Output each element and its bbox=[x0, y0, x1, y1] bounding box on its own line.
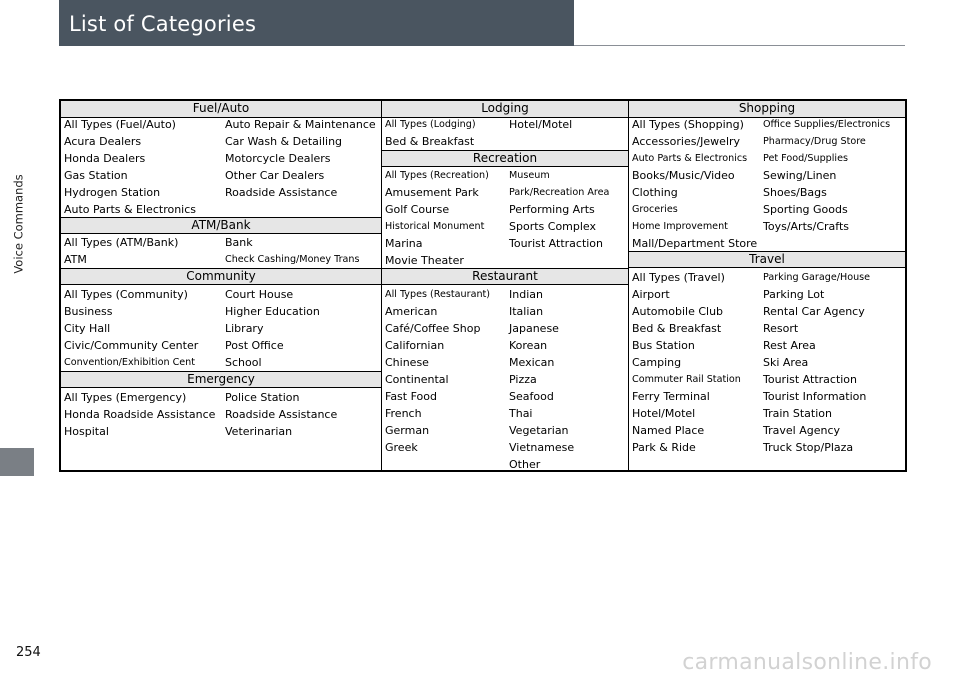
category-item: All Types (Emergency) bbox=[64, 391, 187, 404]
category-item: Check Cashing/Money Trans bbox=[225, 254, 360, 265]
category-item: Civic/Community Center bbox=[64, 339, 199, 352]
category-item: Hotel/Motel bbox=[632, 407, 696, 420]
category-item: ATM bbox=[64, 253, 87, 266]
category-item: All Types (ATM/Bank) bbox=[64, 236, 179, 249]
category-item: Sporting Goods bbox=[763, 203, 848, 216]
page-title: List of Categories bbox=[69, 12, 257, 36]
category-item: Sewing/Linen bbox=[763, 169, 837, 182]
category-item: Train Station bbox=[763, 407, 832, 420]
section-header-lodging: Lodging bbox=[382, 101, 628, 118]
category-item: Vegetarian bbox=[509, 424, 569, 437]
section-header-recreation: Recreation bbox=[382, 150, 628, 167]
watermark: carmanualsonline.info bbox=[682, 650, 932, 675]
category-item: Amusement Park bbox=[385, 186, 479, 199]
category-item: Shoes/Bags bbox=[763, 186, 827, 199]
category-item: Performing Arts bbox=[509, 203, 595, 216]
category-item: Seafood bbox=[509, 390, 554, 403]
category-item: Clothing bbox=[632, 186, 678, 199]
title-bar bbox=[59, 0, 574, 46]
category-item: Accessories/Jewelry bbox=[632, 135, 741, 148]
category-item: Police Station bbox=[225, 391, 300, 404]
category-item: Ski Area bbox=[763, 356, 809, 369]
category-item: Continental bbox=[385, 373, 449, 386]
category-item: Hotel/Motel bbox=[509, 118, 573, 131]
category-item: Camping bbox=[632, 356, 682, 369]
category-item: Roadside Assistance bbox=[225, 186, 338, 199]
category-item: Korean bbox=[509, 339, 548, 352]
section-header-emergency: Emergency bbox=[61, 371, 381, 388]
category-item: Roadside Assistance bbox=[225, 408, 338, 421]
category-item: Veterinarian bbox=[225, 425, 293, 438]
category-item: Fast Food bbox=[385, 390, 437, 403]
category-item: Chinese bbox=[385, 356, 429, 369]
category-item: School bbox=[225, 356, 262, 369]
category-item: American bbox=[385, 305, 438, 318]
category-item: Automobile Club bbox=[632, 305, 724, 318]
category-item: All Types (Shopping) bbox=[632, 118, 744, 131]
category-item: Motorcycle Dealers bbox=[225, 152, 331, 165]
category-item: Pizza bbox=[509, 373, 537, 386]
category-item: Convention/Exhibition Cent bbox=[64, 357, 196, 368]
category-item: Parking Garage/House bbox=[763, 272, 871, 283]
category-item: Hospital bbox=[64, 425, 109, 438]
category-item: Ferry Terminal bbox=[632, 390, 710, 403]
category-item: Italian bbox=[509, 305, 544, 318]
category-item: All Types (Recreation) bbox=[385, 170, 489, 181]
category-item: Hydrogen Station bbox=[64, 186, 161, 199]
category-item: Bank bbox=[225, 236, 253, 249]
category-item: All Types (Fuel/Auto) bbox=[64, 118, 176, 131]
category-item: Movie Theater bbox=[385, 254, 464, 267]
category-item: Greek bbox=[385, 441, 418, 454]
category-item: Truck Stop/Plaza bbox=[763, 441, 854, 454]
category-item: French bbox=[385, 407, 422, 420]
category-item: Japanese bbox=[509, 322, 559, 335]
page-number: 254 bbox=[16, 645, 41, 660]
category-item: Gas Station bbox=[64, 169, 128, 182]
category-item: Library bbox=[225, 322, 264, 335]
section-header-community: Community bbox=[61, 268, 381, 285]
category-item: German bbox=[385, 424, 430, 437]
category-item: Auto Repair & Maintenance bbox=[225, 118, 376, 131]
category-item: Indian bbox=[509, 288, 543, 301]
category-item: Museum bbox=[509, 170, 550, 181]
category-item: Airport bbox=[632, 288, 670, 301]
category-item: Post Office bbox=[225, 339, 284, 352]
category-item: Auto Parts & Electronics bbox=[64, 203, 197, 216]
category-item: Vietnamese bbox=[509, 441, 575, 454]
category-item: Groceries bbox=[632, 204, 678, 215]
category-item: Parking Lot bbox=[763, 288, 825, 301]
category-item: Bed & Breakfast bbox=[385, 135, 475, 148]
category-item: Other bbox=[509, 458, 541, 471]
category-item: Sports Complex bbox=[509, 220, 597, 233]
category-item: Travel Agency bbox=[763, 424, 840, 437]
category-item: Honda Dealers bbox=[64, 152, 146, 165]
category-item: Toys/Arts/Crafts bbox=[763, 220, 849, 233]
side-section-label bbox=[12, 0, 26, 448]
category-item: Commuter Rail Station bbox=[632, 374, 741, 385]
category-item: Resort bbox=[763, 322, 799, 335]
section-header-restaurant: Restaurant bbox=[382, 268, 628, 285]
categories-table bbox=[59, 99, 907, 472]
side-tab-marker bbox=[0, 448, 34, 476]
category-item: Office Supplies/Electronics bbox=[763, 119, 891, 130]
category-item: Park & Ride bbox=[632, 441, 696, 454]
side-tab bbox=[0, 0, 34, 448]
category-item: Business bbox=[64, 305, 113, 318]
category-item: Pet Food/Supplies bbox=[763, 153, 848, 164]
category-item: Golf Course bbox=[385, 203, 450, 216]
category-item: Tourist Attraction bbox=[763, 373, 858, 386]
category-item: Tourist Information bbox=[763, 390, 867, 403]
category-item: Other Car Dealers bbox=[225, 169, 325, 182]
category-item: Court House bbox=[225, 288, 294, 301]
category-item: Café/Coffee Shop bbox=[385, 322, 481, 335]
category-item: Mexican bbox=[509, 356, 555, 369]
category-item: City Hall bbox=[64, 322, 111, 335]
category-item: Books/Music/Video bbox=[632, 169, 735, 182]
category-item: All Types (Community) bbox=[64, 288, 188, 301]
category-item: Bed & Breakfast bbox=[632, 322, 722, 335]
category-item: Rest Area bbox=[763, 339, 816, 352]
category-item: Pharmacy/Drug Store bbox=[763, 136, 866, 147]
category-item: Home Improvement bbox=[632, 221, 728, 232]
category-item: Bus Station bbox=[632, 339, 695, 352]
category-item: Honda Roadside Assistance bbox=[64, 408, 216, 421]
category-item: Car Wash & Detailing bbox=[225, 135, 343, 148]
category-item: Historical Monument bbox=[385, 221, 485, 232]
section-header-travel: Travel bbox=[629, 251, 905, 268]
title-divider bbox=[574, 45, 905, 46]
side-section-text: Voice Commands bbox=[12, 174, 27, 274]
category-item: Named Place bbox=[632, 424, 705, 437]
section-header-fuel-auto: Fuel/Auto bbox=[61, 101, 381, 118]
section-header-atm-bank: ATM/Bank bbox=[61, 217, 381, 234]
section-header-shopping: Shopping bbox=[629, 101, 905, 118]
category-item: Californian bbox=[385, 339, 445, 352]
category-item: All Types (Lodging) bbox=[385, 119, 476, 130]
category-item: Thai bbox=[509, 407, 533, 420]
category-item: Auto Parts & Electronics bbox=[632, 153, 748, 164]
category-item: All Types (Travel) bbox=[632, 271, 725, 284]
category-item: Tourist Attraction bbox=[509, 237, 604, 250]
category-item: Marina bbox=[385, 237, 423, 250]
category-item: All Types (Restaurant) bbox=[385, 289, 491, 300]
category-item: Higher Education bbox=[225, 305, 320, 318]
category-item: Mall/Department Store bbox=[632, 237, 758, 250]
category-item: Acura Dealers bbox=[64, 135, 142, 148]
category-item: Park/Recreation Area bbox=[509, 187, 610, 198]
category-item: Rental Car Agency bbox=[763, 305, 865, 318]
column-divider bbox=[628, 101, 629, 470]
